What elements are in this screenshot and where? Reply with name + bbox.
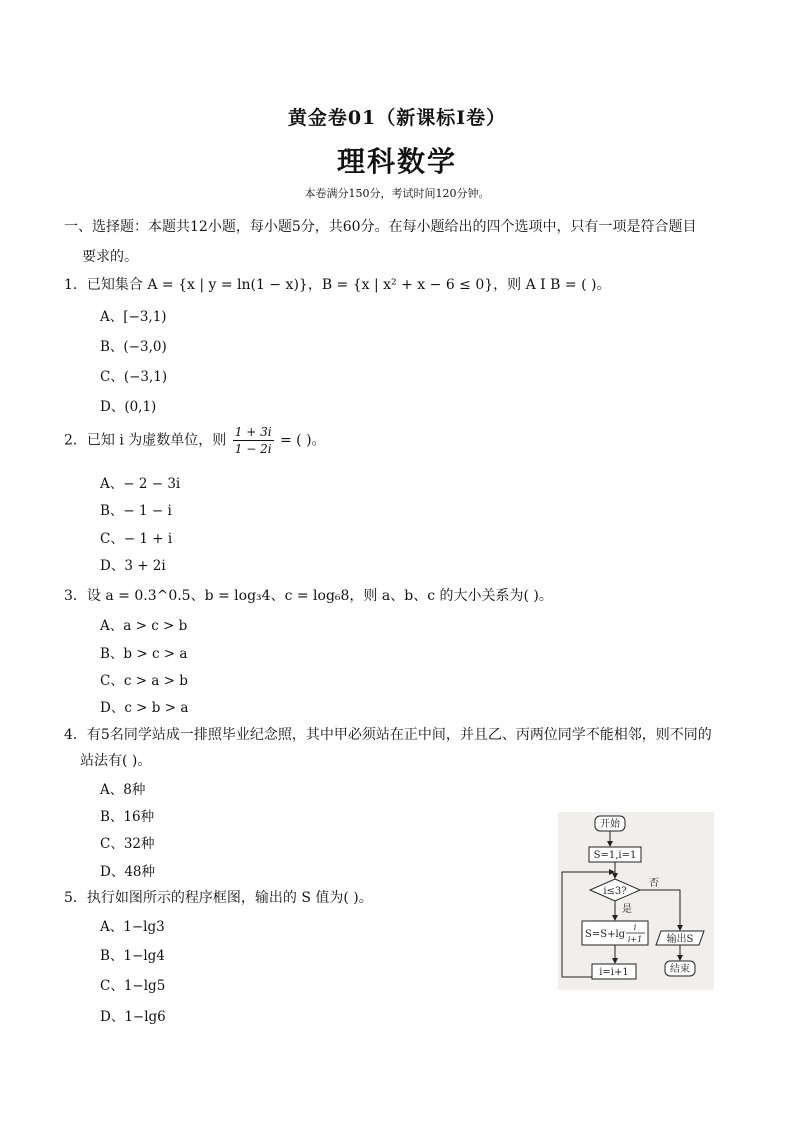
question-4-stem-cont: 站法有( )。 — [80, 753, 152, 769]
question-5-option-c: C、1−lg5 — [100, 978, 166, 994]
flowchart-start-label: 开始 — [600, 819, 620, 830]
question-3-option-a: A、a > c > b — [100, 618, 188, 634]
question-4-option-c: C、32种 — [100, 836, 155, 852]
flowchart-init-label: S=1,i=1 — [593, 850, 637, 861]
question-1-option-c: C、(−3,1) — [100, 369, 168, 385]
subject-title: 理科数学 — [336, 145, 457, 178]
question-5-option-d: D、1−lg6 — [100, 1009, 166, 1025]
section-heading-cont: 要求的。 — [82, 249, 138, 265]
question-2-option-d: D、3 + 2i — [100, 558, 166, 574]
exam-info: 本卷满分150分，考试时间120分钟。 — [304, 187, 490, 200]
question-3-option-c: C、c > a > b — [100, 673, 188, 689]
question-5-option-a: A、1−lg3 — [100, 919, 165, 935]
flowchart-process-label: S=S+lg — [585, 929, 626, 940]
question-2-fraction-numerator: 1 + 3i — [234, 425, 272, 439]
flowchart-end-label: 结束 — [670, 964, 690, 975]
program-flowchart — [558, 812, 714, 990]
question-5-stem: 5．执行如图所示的程序框图，输出的 S 值为( )。 — [64, 890, 373, 906]
question-5-option-b: B、1−lg4 — [100, 948, 165, 964]
flowchart-increment-label: i=i+1 — [599, 967, 629, 978]
question-3-stem: 3．设 a = 0.3^0.5、b = log₃4、c = log₆8，则 a、b、c 的大小关系为( )。 — [64, 588, 553, 604]
question-1-option-d: D、(0,1) — [100, 399, 157, 415]
question-4-option-d: D、48种 — [100, 864, 156, 880]
question-3-option-b: B、b > c > a — [100, 646, 188, 662]
question-4-option-b: B、16种 — [100, 809, 155, 825]
question-2-stem-text: 2．已知 i 为虚数单位，则 — [64, 432, 227, 449]
question-1-option-a: A、[−3,1) — [100, 309, 167, 325]
question-1-stem: 1．已知集合 A = {x | y = ln(1 − x)}，B = {x | x² + x − 6 ≤ 0}，则 A I B = ( )。 — [64, 277, 611, 293]
flowchart-process-numerator: i — [633, 923, 637, 932]
flowchart-process-denominator: i+1 — [627, 935, 643, 944]
question-1-option-b: B、(−3,0) — [100, 339, 167, 355]
flowchart-decision-label: i≤3? — [603, 886, 627, 897]
question-4-stem: 4．有5名同学站成一排照毕业纪念照，其中甲必须站在正中间，并且乙、丙两位同学不能相邻，则不同的 — [64, 727, 712, 743]
question-2-option-c: C、− 1 + i — [100, 531, 173, 547]
flowchart-no-label: 否 — [649, 878, 659, 889]
document-title: 黄金卷01（新课标Ⅰ卷） — [287, 107, 507, 129]
flowchart-yes-label: 是 — [622, 904, 632, 915]
question-2-fraction — [233, 424, 274, 457]
question-4-option-a: A、8种 — [100, 782, 146, 798]
question-2-option-a: A、− 2 − 3i — [100, 476, 181, 492]
question-2-stem — [64, 424, 326, 457]
question-2-fraction-denominator: 1 − 2i — [234, 442, 272, 456]
flowchart-output-label: 输出S — [666, 934, 694, 945]
section-heading: 一、选择题：本题共12小题，每小题5分，共60分。在每小题给出的四个选项中，只有一项是符合题目 — [64, 219, 697, 235]
question-2-stem-end: = ( )。 — [280, 432, 326, 449]
question-3-option-d: D、c > b > a — [100, 700, 189, 716]
question-2-option-b: B、− 1 − i — [100, 503, 172, 519]
